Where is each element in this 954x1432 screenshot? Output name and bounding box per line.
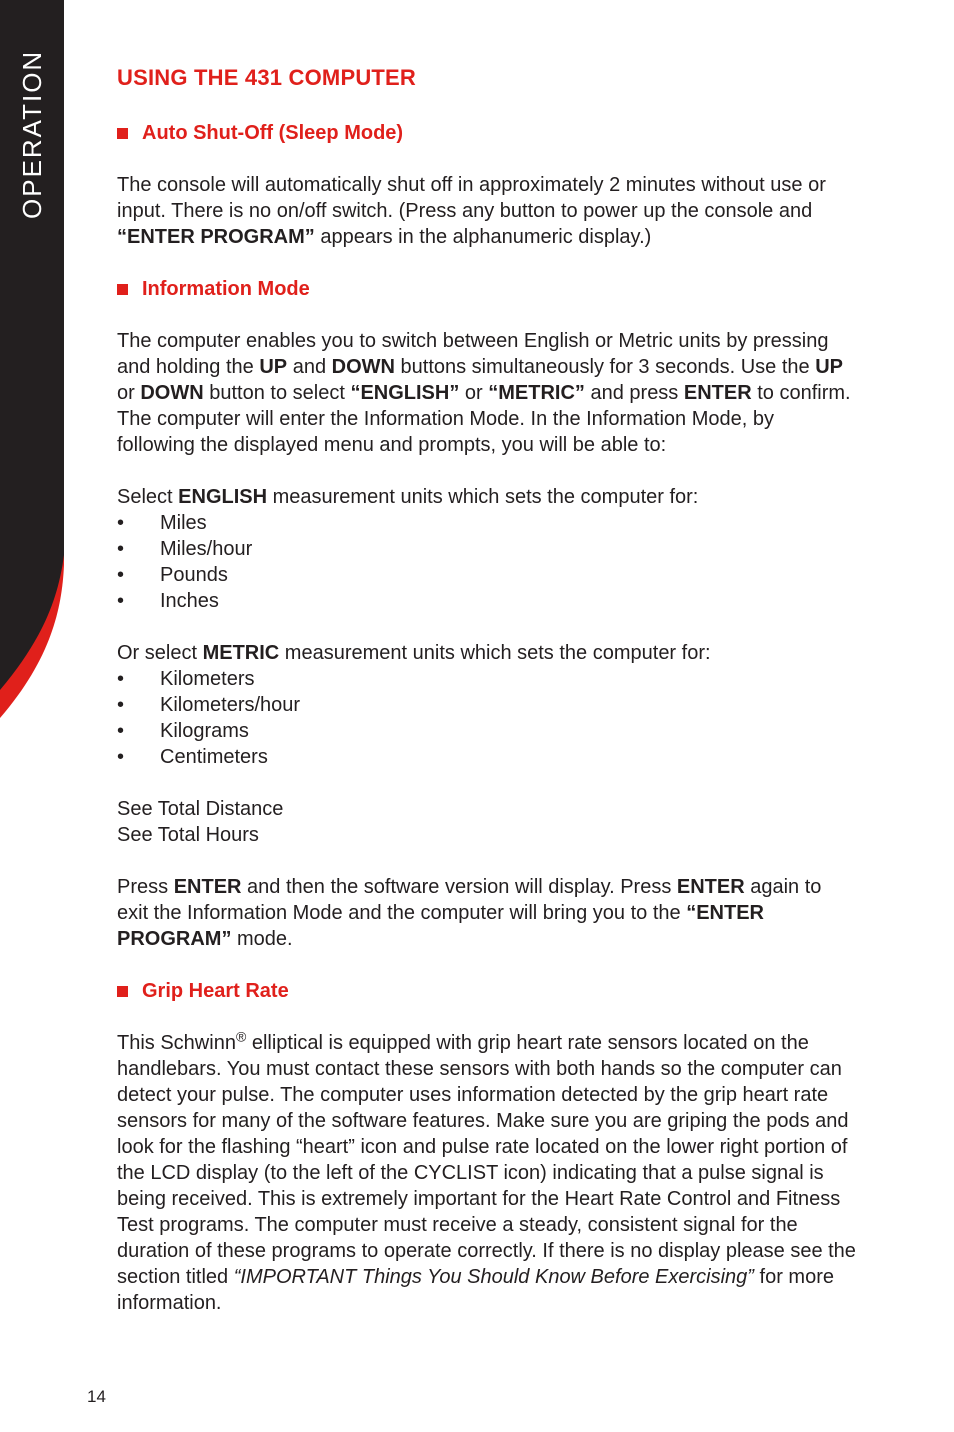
list-item xyxy=(117,562,857,588)
bold-text: ENTER xyxy=(173,876,242,898)
see-total-hours: See Total Hours xyxy=(117,824,259,846)
bullet-icon: • xyxy=(117,512,125,534)
bold-text: ENTER xyxy=(676,876,745,898)
bold-text: ENTER xyxy=(683,382,752,404)
bullet-icon: • xyxy=(117,538,125,560)
page-number: 14 xyxy=(87,1387,106,1406)
list-item-text: Kilograms xyxy=(160,720,249,742)
list-item xyxy=(117,510,857,536)
list-item-text: Kilometers/hour xyxy=(160,694,301,716)
bold-text: “ENTER PROGRAM” xyxy=(117,226,315,248)
paragraph-sleep-mode xyxy=(117,172,857,250)
bold-text: UP xyxy=(815,356,843,378)
list-item-text: Kilometers xyxy=(160,668,255,690)
list-item xyxy=(117,718,857,744)
text-run: measurement units which sets the computer for: xyxy=(267,486,699,508)
text-run: The console will automatically shut off in approximately 2 minutes without use or input. There is no on/off switch. (Press any button to power up the console and xyxy=(117,174,826,222)
text-run: The computer enables you to switch between English or Metric units by pressing and holding the xyxy=(117,330,829,378)
text-run: button to select xyxy=(203,382,351,404)
bullet-icon: • xyxy=(117,590,125,612)
list-item-text: Miles xyxy=(160,512,207,534)
page-title: USING THE 431 COMPUTER xyxy=(117,65,417,90)
paragraph-select-english xyxy=(117,484,857,510)
see-total-distance: See Total Distance xyxy=(117,798,284,820)
text-run: buttons simultaneously for 3 seconds. Use the xyxy=(394,356,816,378)
bold-text: “ENGLISH” xyxy=(350,382,460,404)
paragraph-information-mode xyxy=(117,328,857,458)
paragraph-grip-heart-rate xyxy=(117,1030,857,1316)
section-tab-label: OPERATION xyxy=(17,49,47,219)
text-run: to confirm. The computer will enter the Information Mode. In the Information Mode, by following the displayed menu and prompts, you will be able to: xyxy=(117,382,851,456)
text-run: for more information. xyxy=(117,1266,834,1314)
paragraph-select-metric xyxy=(117,640,857,666)
bold-text: “ENTER PROGRAM” xyxy=(117,902,764,950)
bold-text: DOWN xyxy=(140,382,204,404)
section-heading-sleep-mode xyxy=(117,120,857,146)
bullet-icon: • xyxy=(117,720,125,742)
list-item-text: Centimeters xyxy=(160,746,268,768)
bold-text: “METRIC” xyxy=(488,382,585,404)
bullet-icon: • xyxy=(117,668,125,690)
bullet-icon: • xyxy=(117,694,125,716)
text-run: and then the software version will display. Press xyxy=(241,876,677,898)
bullet-icon: • xyxy=(117,564,125,586)
text-run: This Schwinn xyxy=(117,1032,236,1054)
text-run: Select xyxy=(117,486,179,508)
square-bullet-icon xyxy=(117,284,128,295)
bullet-icon: • xyxy=(117,746,125,768)
section-heading-grip-heart-rate xyxy=(117,978,857,1004)
text-run: measurement units which sets the computer for: xyxy=(279,642,711,664)
text-run: or xyxy=(459,382,489,404)
text-run: elliptical is equipped with grip heart rate sensors located on the handlebars. You must contact these sensors with both hands so the computer can detect your pulse. The computer uses information detected by the grip heart rate sensors for many of the software features. Make sure you are griping the pods and look for the flashing “heart” icon and pulse rate located on the lower right portion of the LCD display (to the left of the CYCLIST icon) indicating that a pulse signal is being received. This is extremely important for the Heart Rate Control and Fitness Test programs. The computer must receive a steady, consistent signal for the duration of these programs to operate correctly. If there is no display please see the section titled xyxy=(117,1032,856,1288)
list-item xyxy=(117,536,857,562)
list-item xyxy=(117,692,857,718)
text-run: or xyxy=(117,382,141,404)
text-run: Or select xyxy=(117,642,203,664)
bold-text: DOWN xyxy=(331,356,395,378)
section-heading-text: Grip Heart Rate xyxy=(142,980,289,1002)
text-run: appears in the alphanumeric display.) xyxy=(314,226,652,248)
list-item-text: Inches xyxy=(160,590,219,612)
section-heading-information-mode xyxy=(117,276,857,302)
sidebar-tab xyxy=(0,0,64,720)
bold-text: UP xyxy=(259,356,288,378)
text-run: and press xyxy=(584,382,684,404)
bold-text: ENGLISH xyxy=(178,486,268,508)
section-heading-text: Auto Shut-Off (Sleep Mode) xyxy=(142,122,404,144)
text-run: again to exit the Information Mode and the computer will bring you to the xyxy=(117,876,822,924)
square-bullet-icon xyxy=(117,986,128,997)
text-run: Press xyxy=(117,876,174,898)
section-heading-text: Information Mode xyxy=(142,278,310,300)
text-run: and xyxy=(287,356,332,378)
list-item-text: Pounds xyxy=(160,564,228,586)
bold-text: METRIC xyxy=(202,642,280,664)
text-run: mode. xyxy=(231,928,293,950)
page-content xyxy=(117,62,857,1316)
square-bullet-icon xyxy=(117,128,128,139)
registered-mark: ® xyxy=(235,1028,247,1045)
metric-units-list xyxy=(117,666,857,770)
paragraph-press-enter xyxy=(117,874,857,952)
list-item-text: Miles/hour xyxy=(160,538,253,560)
italic-text: “IMPORTANT Things You Should Know Before Exercising” xyxy=(233,1266,754,1288)
english-units-list xyxy=(117,510,857,614)
list-item xyxy=(117,588,857,614)
list-item xyxy=(117,744,857,770)
list-item xyxy=(117,666,857,692)
